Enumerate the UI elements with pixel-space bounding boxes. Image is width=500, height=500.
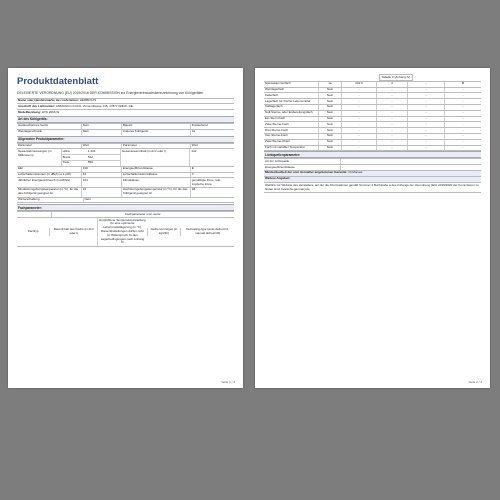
fach-group-row xyxy=(17,211,234,217)
fach-section-label: Fachparameter: xyxy=(17,204,234,211)
dim-name: Tiefe xyxy=(62,160,70,165)
page-title: Produktdatenblatt xyxy=(17,76,99,87)
compartment-cell: - xyxy=(376,128,407,133)
compartment-cell: - xyxy=(376,146,407,151)
further-text: Weblink zur Website des Herstellers, auf der die Informationen gemäß Nummer 4 Buchstabe a des Anhangs der Verordnung (EU) 2019/2020 der Kommission zu finden sind: hvanichs-germany.de xyxy=(265,183,479,192)
fach-col: Fachtyp xyxy=(27,229,39,234)
compartment-cell: Kellerfach xyxy=(265,93,279,97)
compartment-cell: - xyxy=(444,140,481,145)
type-cell: Nein xyxy=(81,124,121,129)
compartment-cell: - xyxy=(376,134,407,139)
light-row xyxy=(264,158,481,164)
model-label: Modellkennung: xyxy=(18,110,41,114)
supplier-address-row xyxy=(17,103,234,109)
dim-name: Höhe xyxy=(62,149,70,153)
compartment-row xyxy=(264,116,481,122)
compartment-cell: - xyxy=(444,88,481,93)
general-cell: Luftschallemissionsklasse xyxy=(121,173,190,178)
general-row xyxy=(17,172,234,178)
warranty-row xyxy=(264,170,481,176)
further-row xyxy=(264,182,481,193)
general-cell: EEI xyxy=(18,166,23,171)
volume-label: Gesamtrauminhalt (in dm³ oder l) xyxy=(120,149,190,165)
dim-value: 550 xyxy=(87,160,93,165)
compartment-cell: Weinlagerfach xyxy=(265,87,285,92)
compartment-cell: Zwei-Sterne-Fach xyxy=(265,122,289,126)
compartment-cell: Nein xyxy=(318,128,341,133)
compartment-row xyxy=(264,104,481,110)
general-cell: Jährlicher Energieverbrauch (in kWh/a) xyxy=(18,178,71,182)
tabelle-row xyxy=(264,74,481,81)
warranty-value: 24 Monate xyxy=(348,170,363,175)
compartment-cell: - xyxy=(341,128,376,133)
compartment-rows xyxy=(264,81,481,152)
page-1 xyxy=(8,68,243,388)
compartment-cell: - xyxy=(341,105,376,110)
compartment-cell: Nein xyxy=(318,140,341,145)
type-row xyxy=(17,129,234,135)
warranty-label: Mindestlaufzeit der vom Hersteller angebotenen Garantie: xyxy=(265,170,348,175)
general-cell: 104 xyxy=(81,178,121,187)
header-cell: Wert xyxy=(190,144,234,149)
general-cell: 40 xyxy=(81,173,121,178)
type-row xyxy=(17,123,234,129)
supplier-name-label: Name oder Handelsmarke des Lieferanten: xyxy=(18,98,79,103)
compartment-cell: Nein xyxy=(318,134,341,139)
compartment-cell: Nein xyxy=(318,122,341,127)
compartment-cell: - xyxy=(341,99,376,104)
compartment-cell: - xyxy=(376,99,407,104)
compartment-cell: - xyxy=(341,117,376,122)
compartment-cell: Ja xyxy=(318,82,341,87)
compartment-cell: Nein xyxy=(318,105,341,110)
compartment-cell: Null-Sterne- oder Eisbereitungsfach xyxy=(265,110,313,115)
compartment-row xyxy=(264,87,481,93)
general-cell: Mindestumgebungstemperatur (in °C), für die das Kühlgerät geeignet ist xyxy=(18,187,79,196)
fach-group-blank xyxy=(17,212,51,217)
compartment-cell: - xyxy=(444,105,481,110)
compartment-cell: - xyxy=(444,111,481,116)
model-value: HVK 2096 W xyxy=(41,110,60,114)
compartment-row xyxy=(264,139,481,145)
further-label-row xyxy=(264,176,481,182)
compartment-cell: - xyxy=(341,146,376,151)
light-cell: - xyxy=(340,165,481,170)
page-2 xyxy=(255,68,490,388)
compartment-cell: - xyxy=(376,88,407,93)
compartment-cell: Speisekammerfach xyxy=(265,81,291,86)
compartment-cell: Nein xyxy=(318,117,341,122)
general-cell: 16 xyxy=(81,188,121,197)
fach-col: Defrosting-type (auto-defrost=A, manual defrost=M) xyxy=(180,228,234,237)
compartment-cell: - xyxy=(376,93,407,98)
compartment-row xyxy=(264,127,481,133)
compartment-cell: Nein xyxy=(318,88,341,93)
compartment-cell: - xyxy=(444,99,481,104)
compartment-row xyxy=(264,145,481,152)
compartment-cell: Nein xyxy=(318,93,341,98)
compartment-cell: Zwei-Sterne-Abteil xyxy=(265,139,290,144)
volume-value: 342 xyxy=(189,149,234,165)
dims-subtable xyxy=(61,149,120,165)
header-cell: Parameter xyxy=(121,144,190,149)
fach-header-row xyxy=(17,217,234,247)
header-cell: Parameter xyxy=(18,143,33,148)
compartment-cell: - xyxy=(376,122,407,127)
tabelle-label: Tabelle 3 (Anhang IV) xyxy=(379,74,413,81)
general-cell: 38 xyxy=(190,188,234,197)
general-header-row xyxy=(17,143,234,149)
type-cell: Geräuscharmes Gerät xyxy=(18,123,48,128)
supplier-address: AMMANCO GmbH, Vinnendriesse 135, 47877 Willich, DE xyxy=(55,104,133,108)
compartment-cell: Nein xyxy=(318,99,341,104)
page-footer: Seite 1 / 2 xyxy=(221,380,235,384)
compartment-cell: - xyxy=(407,122,444,127)
compartment-cell: Drei-Sterne-Fach xyxy=(265,128,289,132)
compartment-cell: - xyxy=(407,134,444,139)
compartment-cell: 242.0 xyxy=(341,82,376,87)
general-rows xyxy=(17,166,234,197)
page-footer: Seite 2 / 2 xyxy=(468,380,482,384)
fach-col: Rauminhalt des Fachs (in dm³ oder l) xyxy=(49,228,97,237)
compartment-row xyxy=(264,81,481,87)
fach-group-label: Fachparameter und -werte xyxy=(51,212,234,217)
compartment-cell: Vier-Sterne-Fach xyxy=(265,133,288,138)
type-cell: Ja xyxy=(190,130,234,135)
general-cell: Energieeffizienzklasse xyxy=(121,167,190,172)
compartment-row xyxy=(264,92,481,98)
compartment-cell: - xyxy=(407,82,444,87)
compartment-row xyxy=(264,110,481,116)
regulation-text: DELEGIERTE VERORDNUNG (EU) 2019/2016 DER KOMMISSION zur Energieverbrauchskennzeichnung von Kühlgeräten xyxy=(17,91,204,95)
winter-row xyxy=(17,197,234,204)
compartment-cell: - xyxy=(444,134,481,139)
compartment-cell: Ein-Stern-Fach xyxy=(265,116,286,121)
compartment-cell: - xyxy=(444,122,481,127)
compartment-cell: - xyxy=(407,105,444,110)
compartment-cell: - xyxy=(444,128,481,133)
dim-name: Breite xyxy=(62,154,71,159)
fach-col: Gefriervermögen (in kg/24h) xyxy=(147,228,180,237)
compartment-cell: Lagerfach für frische Lebensmittel xyxy=(265,99,311,103)
type-cell: Weinlagerschrank xyxy=(18,129,42,134)
compartment-cell: Nein xyxy=(318,111,341,116)
compartment-cell: - xyxy=(341,140,376,145)
compartment-cell: Fach mit variabler Temperatur xyxy=(265,145,305,150)
light-cell: Energieeffizienzklasse xyxy=(265,165,295,169)
compartment-cell: - xyxy=(407,117,444,122)
type-section-label: Art des Kühlgeräts: xyxy=(17,116,234,123)
compartment-cell: - xyxy=(376,111,407,116)
tabelle-blank xyxy=(264,74,379,81)
compartment-cell: M xyxy=(444,82,481,87)
type-cell: Freistehend xyxy=(190,124,234,129)
general-cell: Höchstumgebungstemperatur (in °C), für die das Kühlgerät geeignet ist xyxy=(121,188,190,197)
model-row xyxy=(17,109,234,115)
compartment-cell: - xyxy=(407,128,444,133)
type-cell: Bauart: xyxy=(121,124,190,129)
general-row xyxy=(17,177,234,187)
general-cell: Luftschallemissionen (in dB(A) re 1 pW) xyxy=(18,172,71,177)
general-cell: E xyxy=(190,167,234,172)
light-section-label: Lichtquellenparameter: xyxy=(264,151,481,158)
general-cell: C xyxy=(190,173,234,178)
general-cell: 100 xyxy=(81,167,121,172)
compartment-cell: - xyxy=(444,93,481,98)
dimensions-row xyxy=(17,148,234,165)
compartment-cell: - xyxy=(407,99,444,104)
compartment-cell: - xyxy=(407,111,444,116)
supplier-name: HEMBICH'S xyxy=(79,98,97,103)
compartment-cell: - xyxy=(376,117,407,122)
light-row xyxy=(264,164,481,170)
light-cell: - xyxy=(340,159,481,164)
compartment-cell: - xyxy=(407,140,444,145)
compartment-cell: - xyxy=(341,134,376,139)
compartment-cell: - xyxy=(407,146,444,151)
compartment-cell: - xyxy=(341,122,376,127)
compartment-cell: - xyxy=(444,146,481,151)
compartment-cell: Kaltlagerfach xyxy=(265,104,283,109)
type-cell: Anderes Kühlgerät: xyxy=(121,130,190,135)
general-cell: Klimaklasse: xyxy=(121,178,190,187)
compartment-cell: - xyxy=(376,140,407,145)
general-section-label: Allgemeine Produktparameter: xyxy=(17,136,234,143)
compartment-cell: - xyxy=(341,88,376,93)
compartment-row xyxy=(264,121,481,127)
supplier-address-label: Anschrift des Lieferanten: xyxy=(18,104,56,108)
general-row xyxy=(17,187,234,197)
compartment-cell: - xyxy=(376,105,407,110)
compartment-cell: Nein xyxy=(318,146,341,151)
type-cell: Nein xyxy=(81,130,121,135)
header-cell: Wert xyxy=(81,144,121,149)
winter-label: Winterschaltung xyxy=(18,197,40,202)
compartment-cell: - xyxy=(407,88,444,93)
dim-value: 1 434 xyxy=(87,149,96,153)
general-row xyxy=(17,166,234,172)
fach-col: Empfohlene Temperatureinstellung für eine optimierte Lebensmittellagerung (in °C). Diese Einstellungen dürfen nicht im Widerspruch zu den Lagerbedingungen nach Anhang IV xyxy=(97,218,147,246)
dim-value: 542 xyxy=(87,154,93,159)
supplier-name-row xyxy=(17,98,234,104)
dims-label: Gesamtabmessungen (in Millimetern) xyxy=(18,149,52,157)
general-cell: gemäßigte Zone, sub-tropische Zone xyxy=(190,178,234,187)
compartment-row xyxy=(264,133,481,139)
compartment-cell: - xyxy=(341,111,376,116)
winter-value: Nein xyxy=(83,198,234,203)
light-cell: Art der Lichtquelle xyxy=(265,159,290,163)
compartment-cell: - xyxy=(341,93,376,98)
further-label: Weitere Angaben: xyxy=(265,176,291,181)
compartment-cell: - xyxy=(444,117,481,122)
compartment-cell: - xyxy=(407,93,444,98)
compartment-row xyxy=(264,98,481,104)
compartment-cell: 4 xyxy=(376,82,407,87)
